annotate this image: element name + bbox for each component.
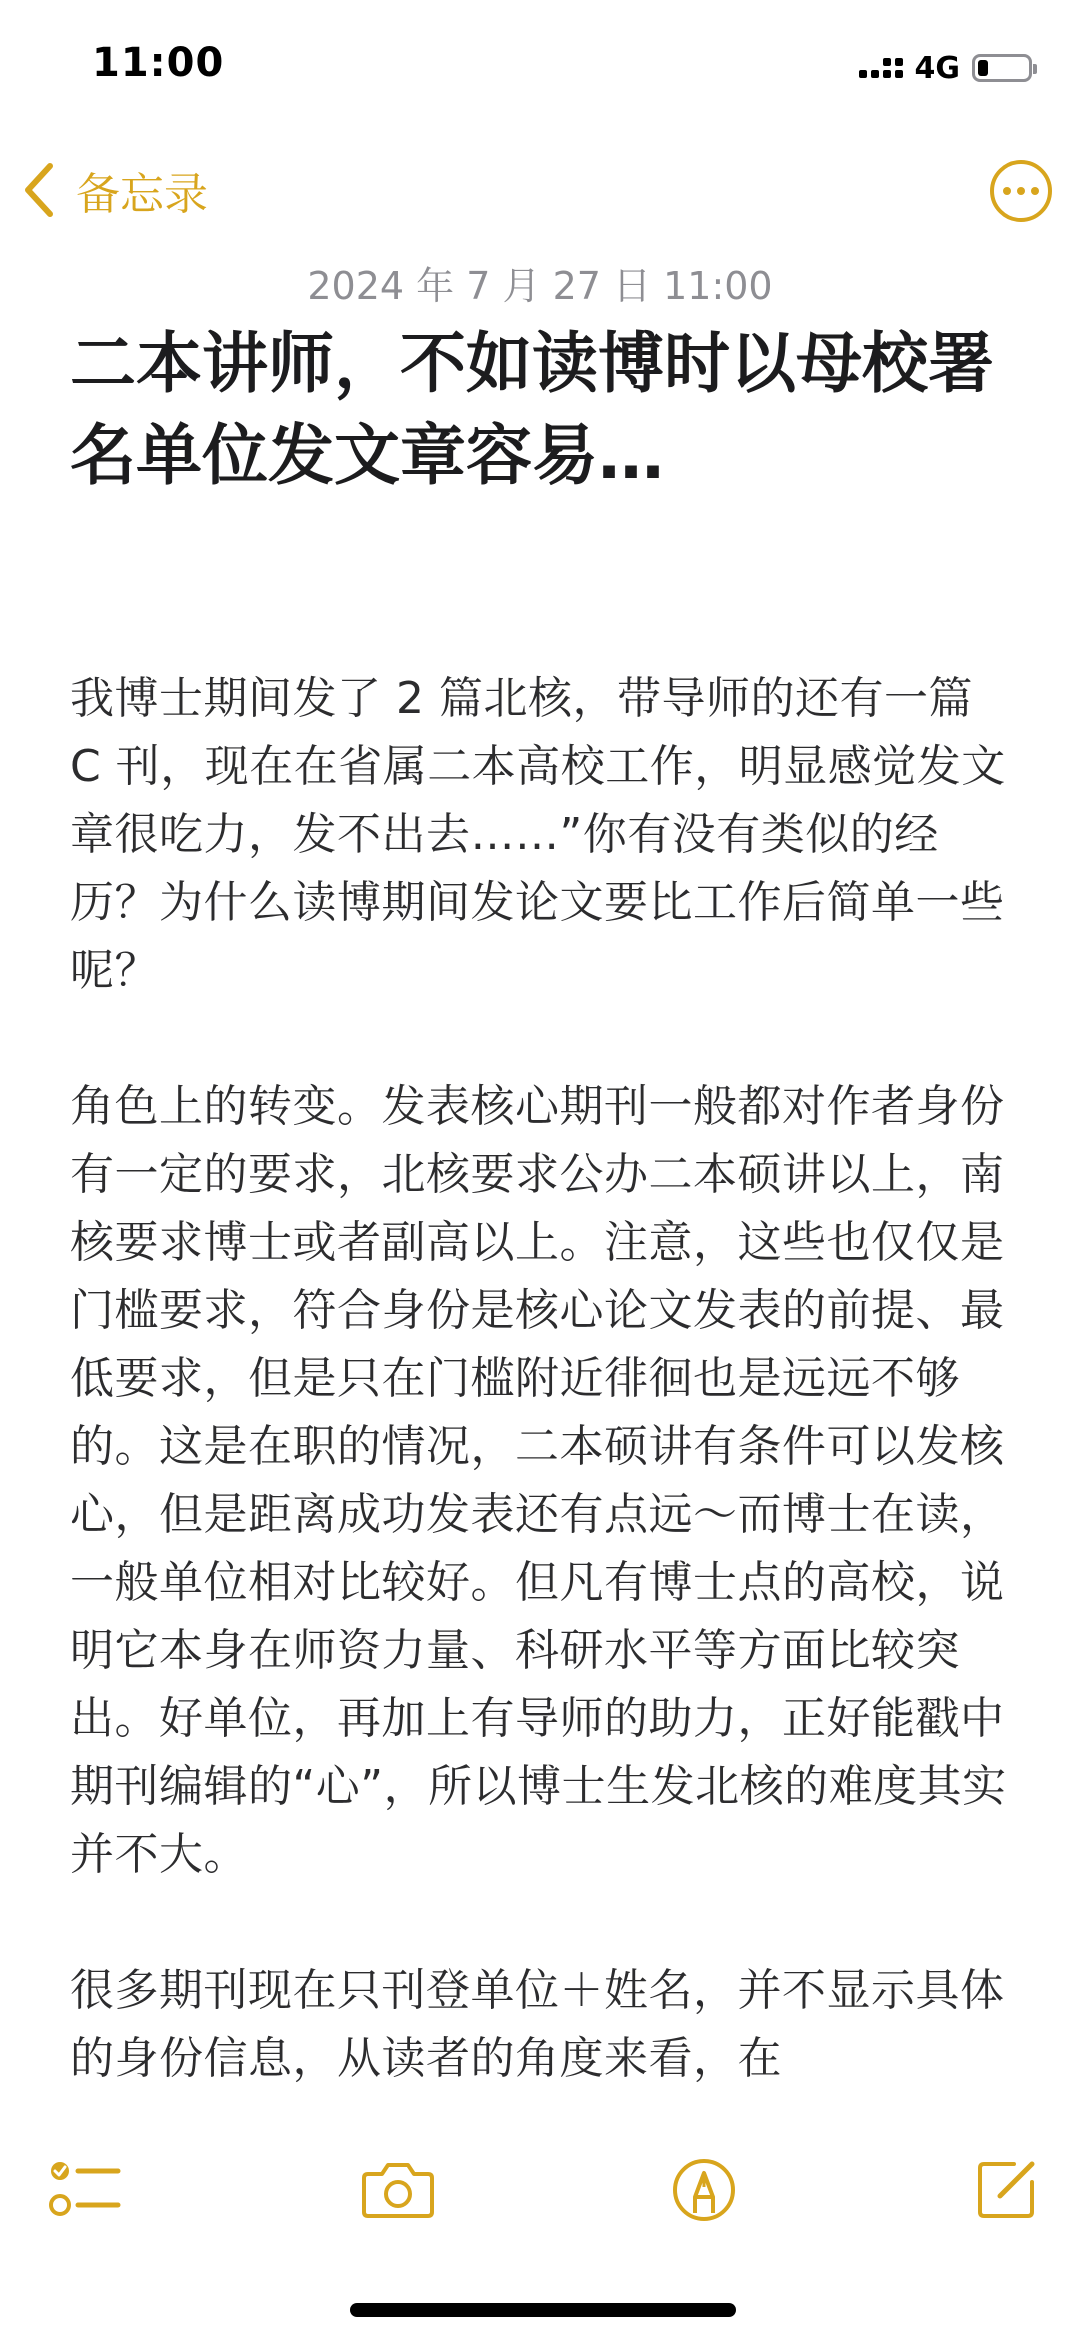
status-bar [0,0,1080,120]
camera-icon [360,2160,436,2220]
compose-button[interactable] [966,2150,1046,2230]
ellipsis-circle-icon [1003,187,1011,195]
note-body[interactable] [70,665,1010,2105]
note-paragraph: 我博士期间发了 2 篇北核，带导师的还有一篇 C 刊，现在在省属二本高校工作，明显感觉发文章很吃力，发不出去……”你有没有类似的经历？为什么读博期间发论文要比工作后简单一些呢？ [70,673,1006,996]
checklist-icon [48,2157,122,2223]
home-indicator[interactable] [350,2303,736,2317]
status-indicators [859,48,1033,88]
camera-button[interactable] [358,2150,438,2230]
note-paragraph: 角色上的转变。发表核心期刊一般都对作者身份有一定的要求，北核要求公办二本硕讲以上，南核要求博士或者副高以上。注意，这些也仅仅是门槛要求，符合身份是核心论文发表的前提、最低要求，但是只在门槛附近徘徊也是远远不够的。这是在职的情况，二本硕讲有条件可以发核心，但是距离成功发表还有点远～而博士在读，一般单位相对比较好。但凡有博士点的高校，说明它本身在师资力量、科研水平等方面比较突出。好单位，再加上有导师的助力，正好能戳中期刊编辑的“心”，所以博士生发北核的难度其实并不大。 [70,1081,1007,1880]
markup-pen-icon [671,2157,737,2223]
bottom-toolbar [0,2150,1080,2230]
cellular-signal-icon [859,58,903,78]
status-time: 11:00 [92,40,225,86]
markup-button[interactable] [664,2150,744,2230]
back-button[interactable] [22,160,208,220]
note-paragraph: 很多期刊现在只刊登单位＋姓名，并不显示具体的身份信息，从读者的角度来看，在 [70,1965,1005,2084]
chevron-left-icon [22,162,56,218]
checklist-button[interactable] [45,2150,125,2230]
compose-icon [974,2158,1038,2222]
battery-level [978,60,988,76]
battery-icon [972,54,1032,82]
network-type: 4G [914,50,960,86]
back-label: 备忘录 [76,169,208,220]
note-date: 2024 年 7 月 27 日 11:00 [307,264,773,308]
note-title[interactable]: 二本讲师，不如读博时以母校署名单位发文章容易… [70,325,994,494]
more-options-button[interactable] [990,160,1052,222]
